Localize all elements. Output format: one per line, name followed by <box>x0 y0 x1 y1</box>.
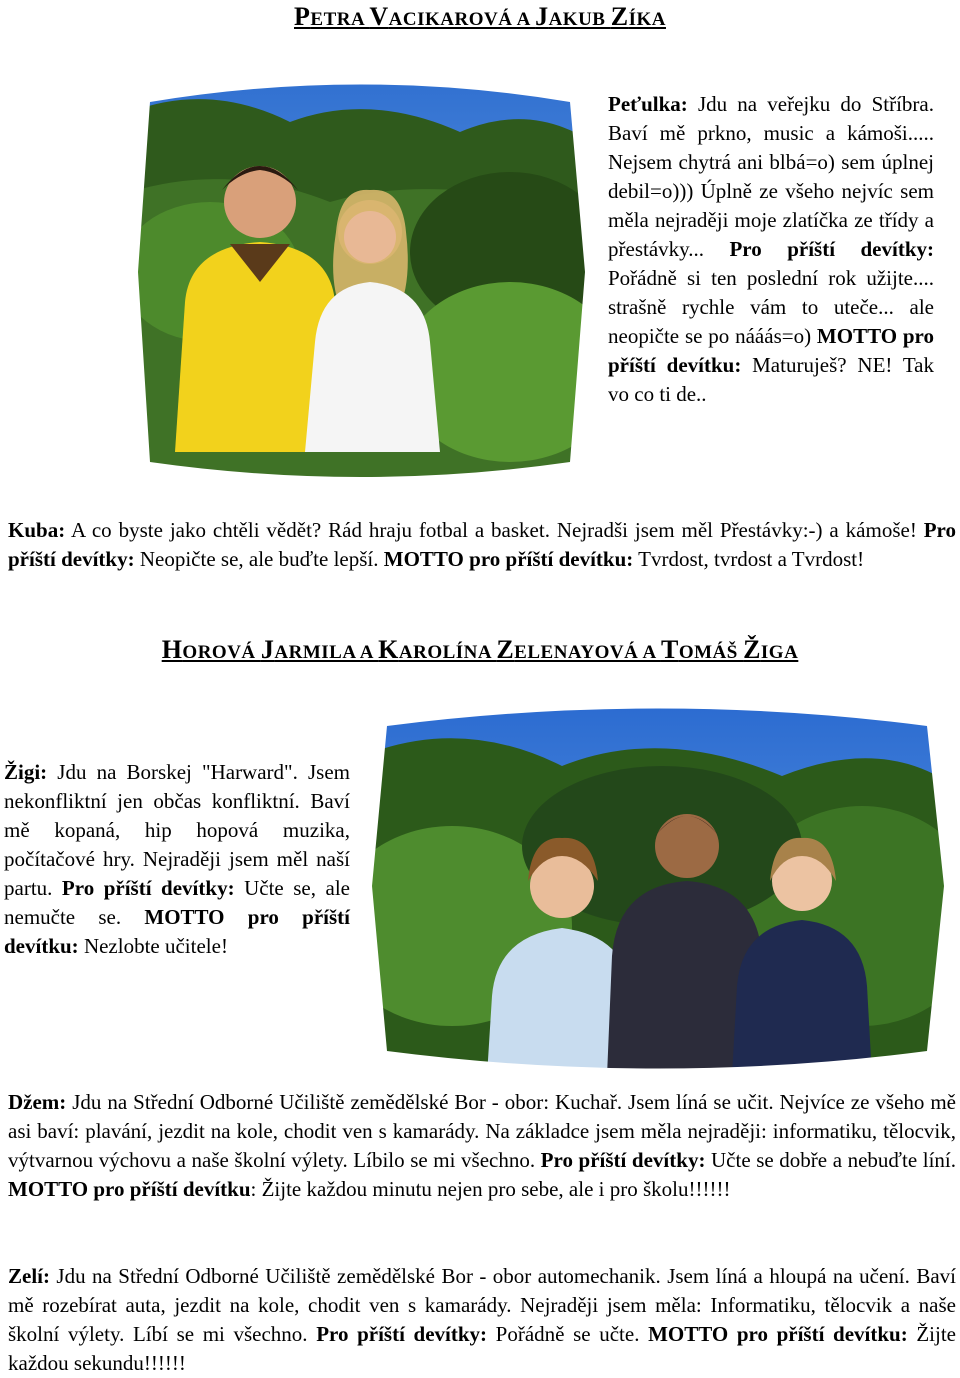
paragraph-text: : Žijte každou minutu nejen pro sebe, ale i pro školu!!!!!! <box>250 1177 731 1201</box>
motto-label: MOTTO pro příští devítku: <box>648 1322 908 1346</box>
person-name: Peťulka: <box>608 92 688 116</box>
heading-part: H <box>161 635 183 664</box>
motto-label: MOTTO pro příští devítku <box>8 1177 251 1201</box>
paragraph-kuba <box>8 516 956 574</box>
paragraph-text: Nezlobte učitele! <box>78 934 228 958</box>
advice-label: Pro příští devítky: <box>729 237 934 261</box>
paragraph-text: Jdu na Střední Odborné Učiliště zemědělské Bor - obor: Kuchař. Jsem líná se učit. Nejvíce ze všeho mě asi baví: plavání, jezdit na kole, chodit ven s kamarády. Na základce jsem měla nejraději: informatiku, tělocvik, výtvarnou výchovu a naše školní výlety. Líbilo se mi všechno. <box>8 1090 956 1172</box>
advice-label: Pro příští devítky: <box>316 1322 488 1346</box>
paragraph-text: Žijte každou sekundu!!!!!! <box>8 1322 956 1375</box>
section-heading-2 <box>0 635 960 665</box>
heading-part: OMÁŠ <box>678 642 744 663</box>
paragraph-text: Maturuješ? NE! Tak vo co ti de.. <box>608 353 935 406</box>
motto-label: MOTTO pro příští devítku: <box>383 547 634 571</box>
photo-jarmila-karolina-tomas <box>362 696 954 1076</box>
motto-label: MOTTO pro příští devítku: <box>608 324 934 377</box>
heading-part: ETRA <box>310 9 370 30</box>
advice-label: Pro příští devítky: <box>540 1148 706 1172</box>
heading-part: Z <box>496 635 515 664</box>
heading-part: J <box>535 2 549 31</box>
paragraph-text: Jdu na Borskej "Harward". Jsem nekonfliktní jen občas konfliktní. Baví mě kopaná, hip hopová muzika, počítačové hry. Nejraději jsem měl naší partu. <box>4 760 350 900</box>
person-name: Žigi: <box>4 760 48 784</box>
heading-part: J <box>260 635 275 664</box>
heading-part: ÍKA <box>628 9 666 30</box>
paragraph-zeli <box>8 1262 956 1378</box>
heading-part: ELENAYOVÁ A <box>514 642 661 663</box>
paragraph-text: Jdu na veřejku do Stříbra. Baví mě prkno, music a kámoši..... Nejsem chytrá ani blbá=o) sem úplnej debil=o))) Úplně ze všeho nejvíc sem měla nejraději moje zlatíčka ze třídy a přestávky... <box>608 92 934 261</box>
person-name: Džem: <box>8 1090 67 1114</box>
heading-part: Z <box>610 2 629 31</box>
heading-part: K <box>378 635 399 664</box>
heading-part: ACIKAROVÁ A <box>388 9 536 30</box>
paragraph-petulka <box>608 90 934 409</box>
advice-label: Pro příští devítky: <box>61 876 235 900</box>
paragraph-text: Učte se, ale nemučte se. <box>4 876 350 929</box>
heading-part: ARMILA A <box>274 642 379 663</box>
paragraph-zigi <box>4 758 350 961</box>
paragraph-text: Učte se dobře a nebuďte líní. <box>705 1148 956 1172</box>
person-name: Kuba: <box>8 518 66 542</box>
advice-label: Pro příští devítky: <box>8 518 956 571</box>
section-heading-1 <box>0 2 960 32</box>
paragraph-text: Neopičte se, ale buďte lepší. <box>134 547 384 571</box>
heading-part: OROVÁ <box>182 642 261 663</box>
paragraph-dzem <box>8 1088 956 1204</box>
paragraph-text: A co byste jako chtěli vědět? Rád hraju fotbal a basket. Nejradši jsem měl Přestávky:-) a kámoše! <box>65 518 924 542</box>
photo-petra-jakub <box>130 72 592 482</box>
motto-label: MOTTO pro příští devítku: <box>4 905 350 958</box>
heading-part: V <box>369 2 389 31</box>
heading-part: Ž <box>743 635 761 664</box>
heading-part: T <box>660 635 679 664</box>
paragraph-text: Pořádně si ten poslední rok užijte.... strašně rychle vám to uteče... ale neopičte se po nááás=o) <box>608 266 934 348</box>
paragraph-text: Jdu na Střední Odborné Učiliště zemědělské Bor - obor automechanik. Jsem líná a hloupá na učení. Baví mě rozebírat auta, jezdit na kole, chodit ven s kamarády. Nejraději jsem měla: Informatiku, tělocvik a naše školní výlety. Líbí se mi všechno. <box>8 1264 956 1346</box>
person-name: Zelí: <box>8 1264 50 1288</box>
heading-part: AKUB <box>548 9 611 30</box>
heading-part: P <box>294 2 311 31</box>
paragraph-text: Tvrdost, tvrdost a Tvrdost! <box>633 547 865 571</box>
heading-part: AROLÍNA <box>398 642 497 663</box>
paragraph-text: Pořádně se učte. <box>487 1322 649 1346</box>
heading-part: IGA <box>760 642 799 663</box>
